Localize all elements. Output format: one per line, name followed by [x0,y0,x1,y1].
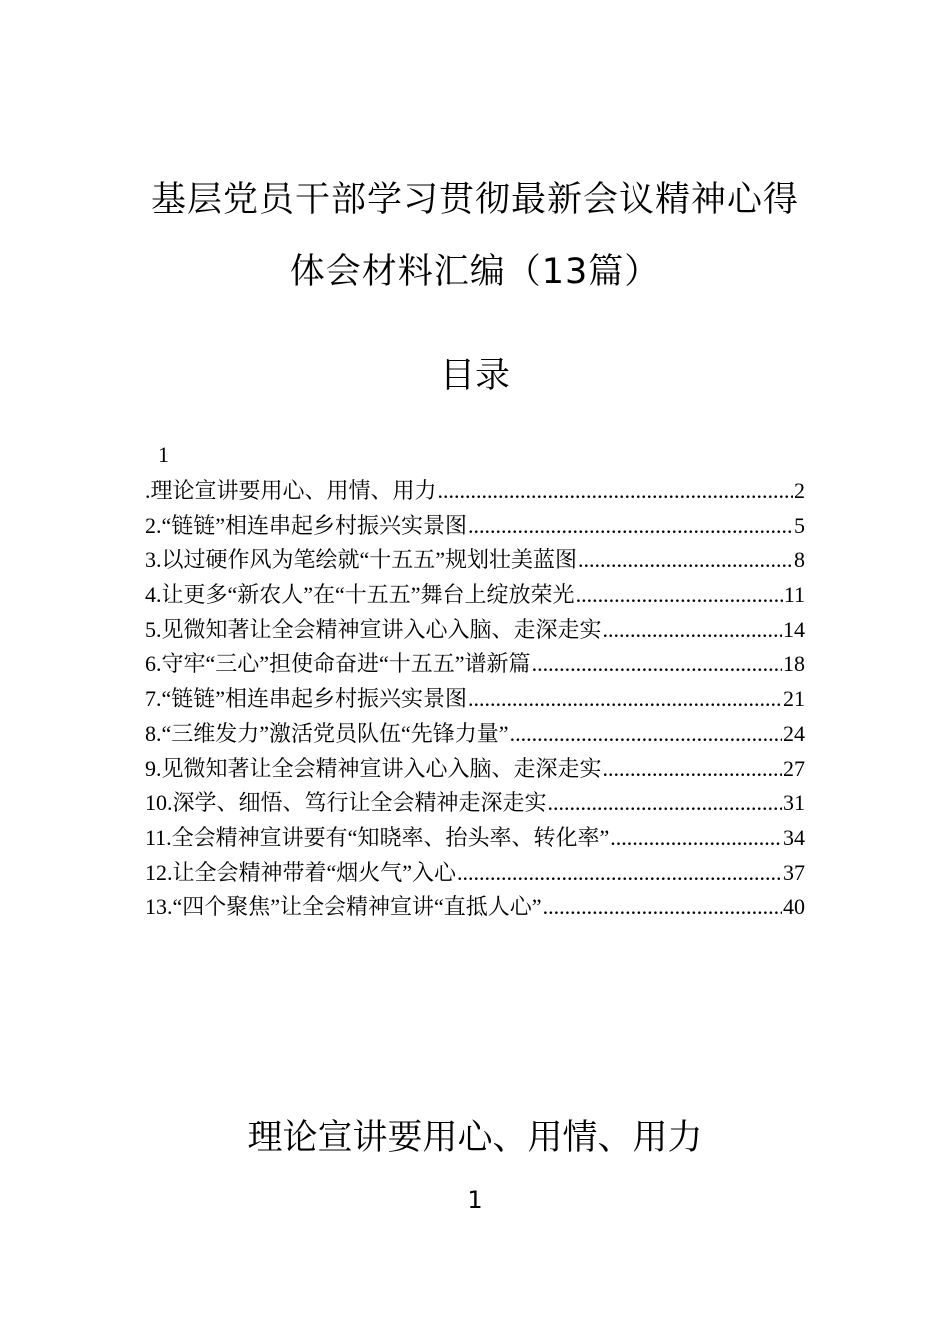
toc-entry-page: 27 [783,755,805,781]
toc-entry[interactable] [145,821,805,856]
table-of-contents [145,474,805,925]
toc-entry-page: 11 [783,582,805,608]
toc-entry-title: 3.以过硬作风为笔绘就“十五五”规划壮美蓝图 [145,547,578,573]
toc-entry-title: .理论宣讲要用心、用情、用力 [145,478,437,503]
toc-leader-dots [438,474,793,509]
toc-leader-dots [576,578,783,613]
toc-heading: 目录 [439,356,510,396]
toc-entry[interactable] [145,717,805,752]
toc-leader-dots [603,613,782,648]
toc-entry[interactable] [145,578,805,613]
toc-entry-title: 13.“四个聚焦”让全会精神宣讲“直抵人心” [145,894,542,920]
toc-entry-page: 37 [783,859,805,885]
toc-entry-page: 5 [794,512,805,538]
toc-leader-dots [510,717,782,752]
toc-leader-dots [548,786,782,821]
toc-entry-page: 18 [783,651,805,677]
toc-entry-page: 8 [794,547,805,573]
toc-entry[interactable] [145,856,805,891]
toc-leader-dots [457,856,782,891]
document-title-line-1: 基层党员干部学习贯彻最新会议精神心得 [150,180,799,220]
toc-entry-title: 2.“链链”相连串起乡村振兴实景图 [145,512,468,538]
toc-entry-title: 7.“链链”相连串起乡村振兴实景图 [145,686,468,712]
toc-entry-page: 2 [794,478,805,503]
page-number: 1 [467,1186,483,1214]
toc-entry-page: 31 [783,790,805,816]
toc-entry-title: 6.守牢“三心”担使命奋进“十五五”谱新篇 [145,651,531,677]
toc-leader-dots [543,890,782,925]
toc-entry-title: 4.让更多“新农人”在“十五五”舞台上绽放荣光 [145,582,575,608]
toc-entry-title: 10.深学、细悟、笃行让全会精神走深走实 [145,790,547,816]
toc-entry[interactable] [145,890,805,925]
toc-leader-dots [603,752,782,787]
toc-entry[interactable] [145,752,805,787]
section-title: 理论宣讲要用心、用情、用力 [247,1118,703,1158]
toc-entry-title: 9.见微知著让全会精神宣讲入心入脑、走深走实 [145,755,602,781]
toc-leader-dots [532,647,782,682]
toc-leader-dots [468,682,782,717]
toc-entry-page: 14 [783,616,805,642]
toc-entry-title: 8.“三维发力”激活党员队伍“先锋力量” [145,720,509,746]
toc-entry-title: 12.让全会精神带着“烟火气”入心 [145,859,457,885]
document-title-line-2: 体会材料汇编（13篇） [289,252,661,292]
toc-leader-dots [578,543,793,578]
toc-entry[interactable] [145,647,805,682]
toc-entry-page: 21 [783,686,805,712]
toc-entry-page: 34 [783,824,805,850]
toc-leader-dots [610,821,782,856]
toc-entry-title: 5.见微知著让全会精神宣讲入心入脑、走深走实 [145,616,602,642]
toc-entry[interactable] [145,613,805,648]
toc-entry-page: 24 [783,720,805,746]
toc-entry[interactable] [145,509,805,544]
toc-leader-dots [468,509,793,544]
toc-entry[interactable] [145,786,805,821]
toc-entry-page: 40 [783,894,805,920]
toc-entry[interactable] [145,474,805,509]
toc-first-entry-number: 1 [158,442,169,467]
toc-entry-title: 11.全会精神宣讲要有“知晓率、抬头率、转化率” [145,824,610,850]
toc-entry[interactable] [145,543,805,578]
toc-entry[interactable] [145,682,805,717]
